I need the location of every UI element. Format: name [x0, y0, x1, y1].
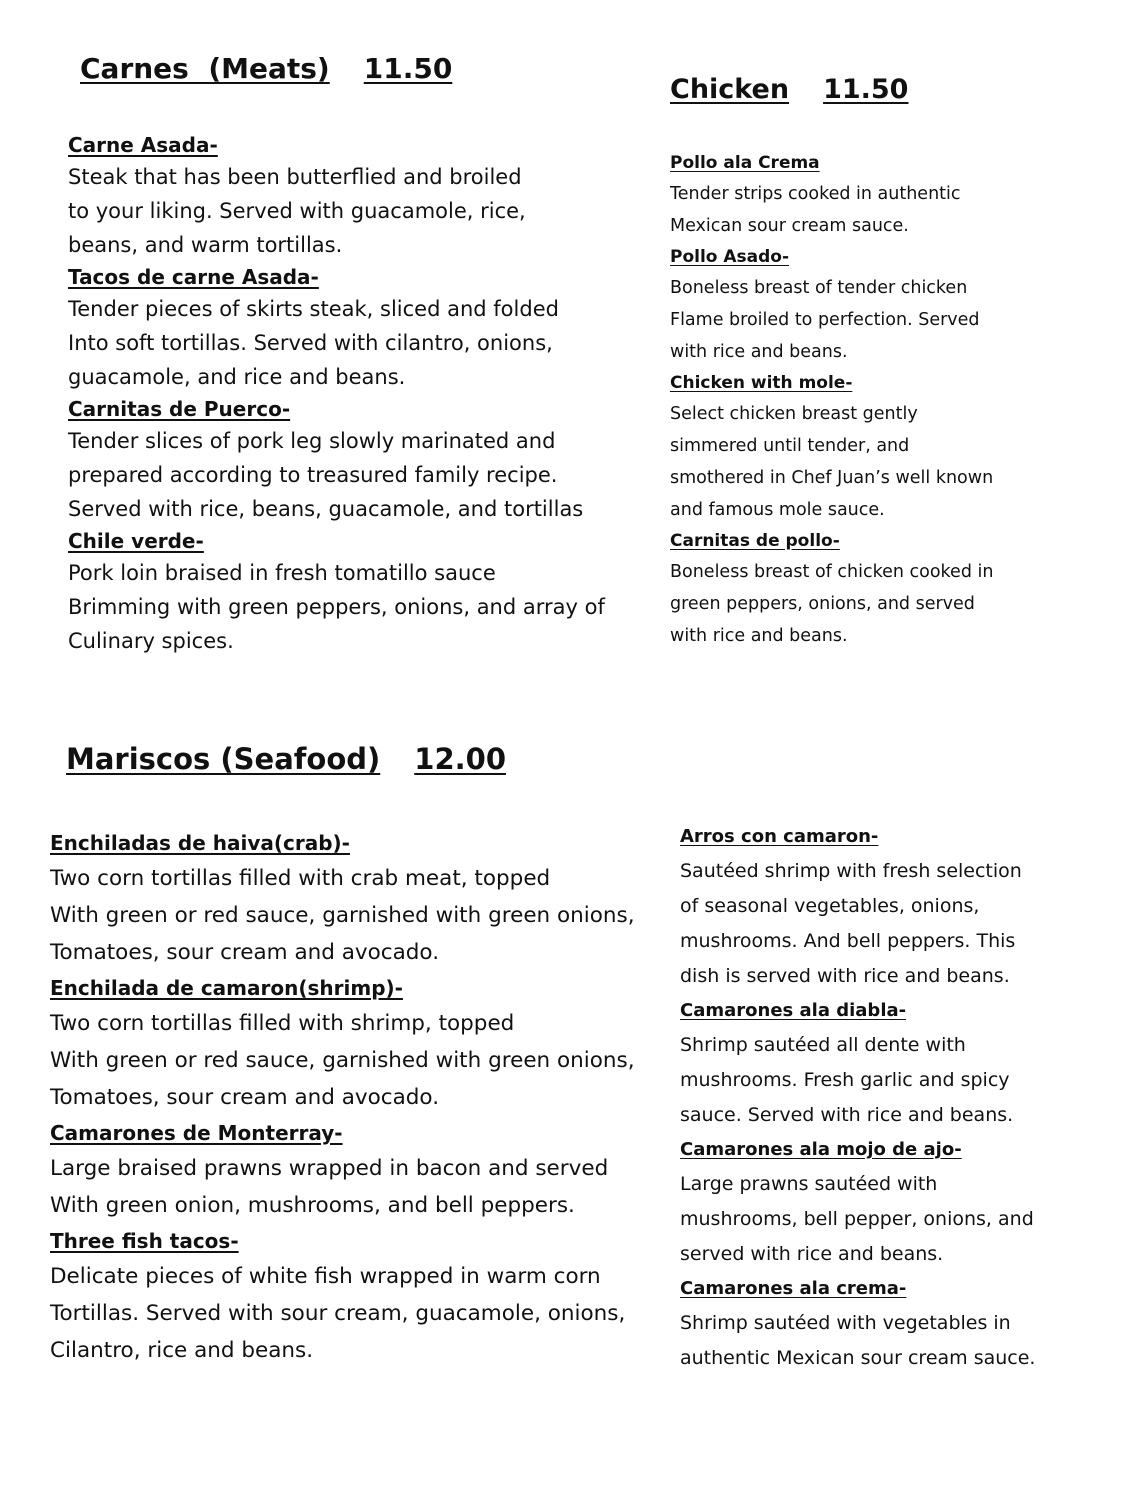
- menu-item-description-line: Two corn tortillas filled with shrimp, topped: [50, 1011, 515, 1036]
- menu-item-description-line: with rice and beans.: [670, 342, 848, 362]
- menu-item-description-line: mushrooms. Fresh garlic and spicy: [680, 1069, 1010, 1091]
- menu-item: [670, 242, 1090, 368]
- menu-item-description-line: Steak that has been butterflied and broiled: [68, 165, 522, 189]
- menu-item: [68, 394, 648, 526]
- menu-item-description-line: Tomatoes, sour cream and avocado.: [50, 1085, 440, 1110]
- chicken-heading: [670, 74, 908, 105]
- chicken-price: 11.50: [823, 74, 909, 105]
- mariscos-left-section: [50, 826, 670, 1369]
- menu-item: [670, 148, 1090, 242]
- menu-item-description-line: Brimming with green peppers, onions, and array of: [68, 595, 605, 619]
- menu-item-title: Enchilada de camaron(shrimp)-: [50, 976, 403, 1000]
- menu-item-description-line: Large braised prawns wrapped in bacon and served: [50, 1156, 609, 1181]
- carnes-section: [68, 130, 648, 658]
- mariscos-right-section: [680, 820, 1110, 1376]
- menu-item-title: Camarones ala mojo de ajo-: [680, 1139, 962, 1160]
- menu-item-title: Carne Asada-: [68, 133, 218, 157]
- menu-item-description-line: dish is served with rice and beans.: [680, 965, 1010, 987]
- menu-item-title: Chile verde-: [68, 529, 204, 553]
- menu-item-description-line: green peppers, onions, and served: [670, 594, 975, 614]
- menu-item-description-line: Large prawns sautéed with: [680, 1173, 938, 1195]
- menu-item-description-line: Cilantro, rice and beans.: [50, 1338, 314, 1363]
- menu-item-description-line: Sautéed shrimp with fresh selection: [680, 860, 1022, 882]
- menu-item: [50, 1224, 670, 1369]
- menu-item-description-line: Boneless breast of tender chicken: [670, 278, 968, 298]
- menu-item-description-line: Tomatoes, sour cream and avocado.: [50, 940, 440, 965]
- carnes-heading: [80, 52, 452, 85]
- menu-item-description-line: Tender strips cooked in authentic: [670, 184, 961, 204]
- menu-item: [680, 1133, 1110, 1272]
- menu-item-description-line: served with rice and beans.: [680, 1243, 944, 1265]
- menu-item-description-line: Culinary spices.: [68, 629, 234, 653]
- menu-item-title: Arros con camaron-: [680, 826, 879, 847]
- menu-item-description-line: of seasonal vegetables, onions,: [680, 895, 980, 917]
- menu-item: [670, 526, 1090, 652]
- menu-item-description-line: Tender slices of pork leg slowly marinated and: [68, 429, 556, 453]
- menu-item: [670, 368, 1090, 526]
- menu-item-description-line: prepared according to treasured family recipe.: [68, 463, 558, 487]
- menu-item-title: Tacos de carne Asada-: [68, 265, 319, 289]
- menu-item-description-line: Tender pieces of skirts steak, sliced and folded: [68, 297, 559, 321]
- menu-item-description-line: Shrimp sautéed all dente with: [680, 1034, 966, 1056]
- menu-item-description-line: Into soft tortillas. Served with cilantro, onions,: [68, 331, 553, 355]
- menu-item-description-line: Mexican sour cream sauce.: [670, 216, 909, 236]
- menu-item: [68, 130, 648, 262]
- menu-item: [50, 1116, 670, 1224]
- menu-item-title: Pollo Asado-: [670, 247, 790, 267]
- menu-item-title: Carnitas de pollo-: [670, 531, 840, 551]
- menu-item-description-line: Served with rice, beans, guacamole, and tortillas: [68, 497, 584, 521]
- menu-item-description-line: Tortillas. Served with sour cream, guacamole, onions,: [50, 1301, 626, 1326]
- menu-item: [680, 994, 1110, 1133]
- menu-item-description-line: Select chicken breast gently: [670, 404, 918, 424]
- menu-item-description-line: sauce. Served with rice and beans.: [680, 1104, 1014, 1126]
- menu-item-description-line: mushrooms. And bell peppers. This: [680, 930, 1016, 952]
- menu-item-description-line: simmered until tender, and: [670, 436, 910, 456]
- menu-item-title: Camarones de Monterray-: [50, 1121, 343, 1145]
- mariscos-heading-text: Mariscos (Seafood): [66, 742, 381, 776]
- menu-item-title: Chicken with mole-: [670, 373, 853, 393]
- menu-item: [68, 526, 648, 658]
- menu-item-description-line: to your liking. Served with guacamole, rice,: [68, 199, 526, 223]
- menu-item-description-line: guacamole, and rice and beans.: [68, 365, 406, 389]
- menu-item-title: Carnitas de Puerco-: [68, 397, 291, 421]
- menu-item-title: Camarones ala diabla-: [680, 1000, 907, 1021]
- menu-item-description-line: Boneless breast of chicken cooked in: [670, 562, 994, 582]
- menu-item-description-line: With green or red sauce, garnished with green onions,: [50, 903, 635, 928]
- menu-item-description-line: Pork loin braised in fresh tomatillo sauce: [68, 561, 496, 585]
- menu-item: [50, 971, 670, 1116]
- menu-item-description-line: Two corn tortillas filled with crab meat, topped: [50, 866, 551, 891]
- menu-item-description-line: beans, and warm tortillas.: [68, 233, 343, 257]
- menu-item-description-line: authentic Mexican sour cream sauce.: [680, 1347, 1036, 1369]
- chicken-heading-text: Chicken: [670, 74, 790, 105]
- menu-item-description-line: With green or red sauce, garnished with green onions,: [50, 1048, 635, 1073]
- mariscos-price: 12.00: [414, 742, 506, 776]
- menu-item-description-line: With green onion, mushrooms, and bell peppers.: [50, 1193, 575, 1218]
- menu-item-description-line: Flame broiled to perfection. Served: [670, 310, 980, 330]
- menu-item-title: Enchiladas de haiva(crab)-: [50, 831, 350, 855]
- menu-item-description-line: with rice and beans.: [670, 626, 848, 646]
- menu-item: [68, 262, 648, 394]
- menu-item-title: Three fish tacos-: [50, 1229, 239, 1253]
- menu-item: [680, 1272, 1110, 1376]
- carnes-heading-text: Carnes (Meats): [80, 52, 330, 85]
- menu-item-title: Pollo ala Crema: [670, 153, 820, 173]
- menu-item-description-line: Shrimp sautéed with vegetables in: [680, 1312, 1011, 1334]
- menu-item: [50, 826, 670, 971]
- carnes-price: 11.50: [363, 52, 453, 85]
- menu-item-description-line: and famous mole sauce.: [670, 500, 885, 520]
- chicken-section: [670, 148, 1090, 652]
- menu-item-title: Camarones ala crema-: [680, 1278, 907, 1299]
- menu-item-description-line: mushrooms, bell pepper, onions, and: [680, 1208, 1034, 1230]
- menu-item: [680, 820, 1110, 994]
- mariscos-heading: [66, 742, 506, 776]
- menu-item-description-line: smothered in Chef Juan’s well known: [670, 468, 994, 488]
- menu-item-description-line: Delicate pieces of white fish wrapped in warm corn: [50, 1264, 601, 1289]
